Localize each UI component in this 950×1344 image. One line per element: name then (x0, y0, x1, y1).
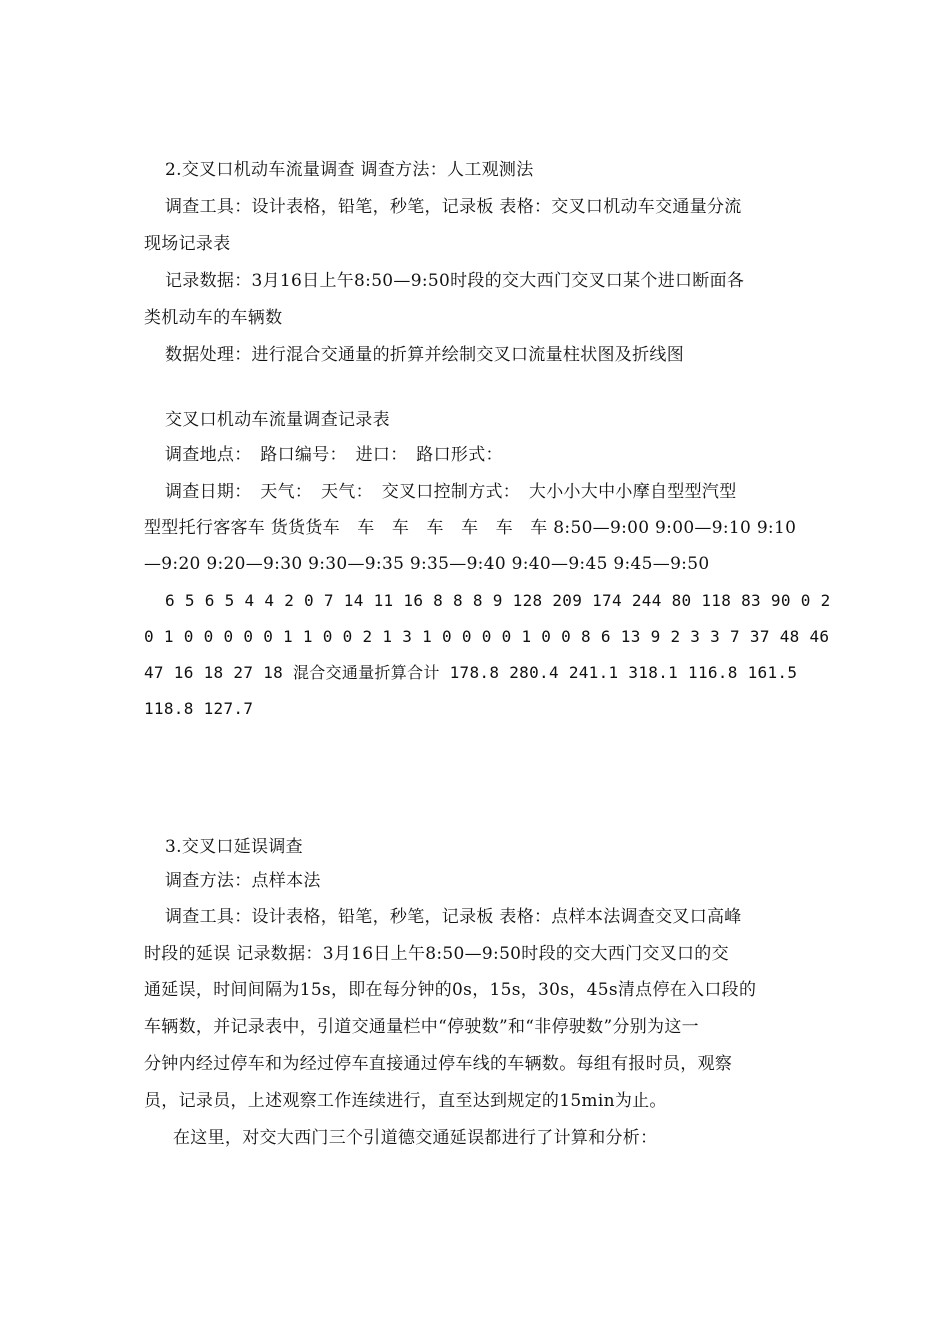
section3-tools-line: 调查工具：设计表格，铅笔，秒笔，记录板 表格：点样本法调查交叉口高峰 (165, 907, 742, 927)
section3-duration-line: 员，记录员，上述观察工作连续进行，直至达到规定的15min为止。 (144, 1091, 667, 1111)
table-data-row-1: 6 5 6 5 4 4 2 0 7 14 11 16 8 8 8 9 128 209 174 244 80 118 83 90 0 2 (165, 591, 831, 610)
section3-heading: 3.交叉口延误调查 (165, 837, 303, 857)
table-date-line: 调查日期： 天气： 天气： 交叉口控制方式： 大小小大中小摩自型型汽型 (165, 482, 737, 502)
section2-record-continued: 类机动车的车辆数 (144, 308, 283, 328)
section3-method-line: 调查方法：点样本法 (165, 871, 321, 891)
table-data-row-3: 47 16 18 27 18 混合交通量折算合计 178.8 280.4 241.1 318.1 116.8 161.5 (144, 663, 798, 682)
section2-tools-continued: 现场记录表 (144, 234, 231, 254)
table-data-row-2: 0 1 0 0 0 0 0 1 1 0 0 2 1 3 1 0 0 0 0 1 0 0 8 6 13 9 2 3 3 7 37 48 46 (144, 627, 830, 646)
table-vehicle-types-line: 型型托行客客车 货货货车 车 车 车 车 车 车 8:50—9:00 9:00—9:10 9:10 (144, 518, 797, 538)
section2-record-line: 记录数据：3月16日上午8:50—9:50时段的交大西门交叉口某个进口断面各 (165, 271, 745, 291)
section3-interval-line: 通延误，时间间隔为15s，即在每分钟的0s，15s，30s，45s清点停在入口段的 (144, 980, 757, 1000)
section2-heading: 2.交叉口机动车流量调查 调查方法：人工观测法 (165, 160, 534, 180)
table-data-row-4: 118.8 127.7 (144, 699, 254, 718)
section3-staff-line: 分钟内经过停车和为经过停车直接通过停车线的车辆数。每组有报时员，观察 (144, 1054, 733, 1074)
section3-counts-line: 车辆数，并记录表中，引道交通量栏中“停驶数”和“非停驶数”分别为这一 (144, 1017, 699, 1037)
section2-processing-line: 数据处理：进行混合交通量的折算并绘制交叉口流量柱状图及折线图 (165, 345, 684, 365)
section2-tools-line: 调查工具：设计表格，铅笔，秒笔，记录板 表格：交叉口机动车交通量分流 (165, 197, 742, 217)
section3-analysis-line: 在这里，对交大西门三个引道德交通延误都进行了计算和分析： (173, 1128, 658, 1148)
section3-record-line: 时段的延误 记录数据：3月16日上午8:50—9:50时段的交大西门交叉口的交 (144, 944, 729, 964)
table-location-line: 调查地点： 路口编号： 进口： 路口形式： (165, 445, 503, 465)
table-time-slots-line: —9:20 9:20—9:30 9:30—9:35 9:35—9:40 9:40—9:45 9:45—9:50 (144, 554, 710, 574)
table-title: 交叉口机动车流量调查记录表 (165, 410, 390, 430)
